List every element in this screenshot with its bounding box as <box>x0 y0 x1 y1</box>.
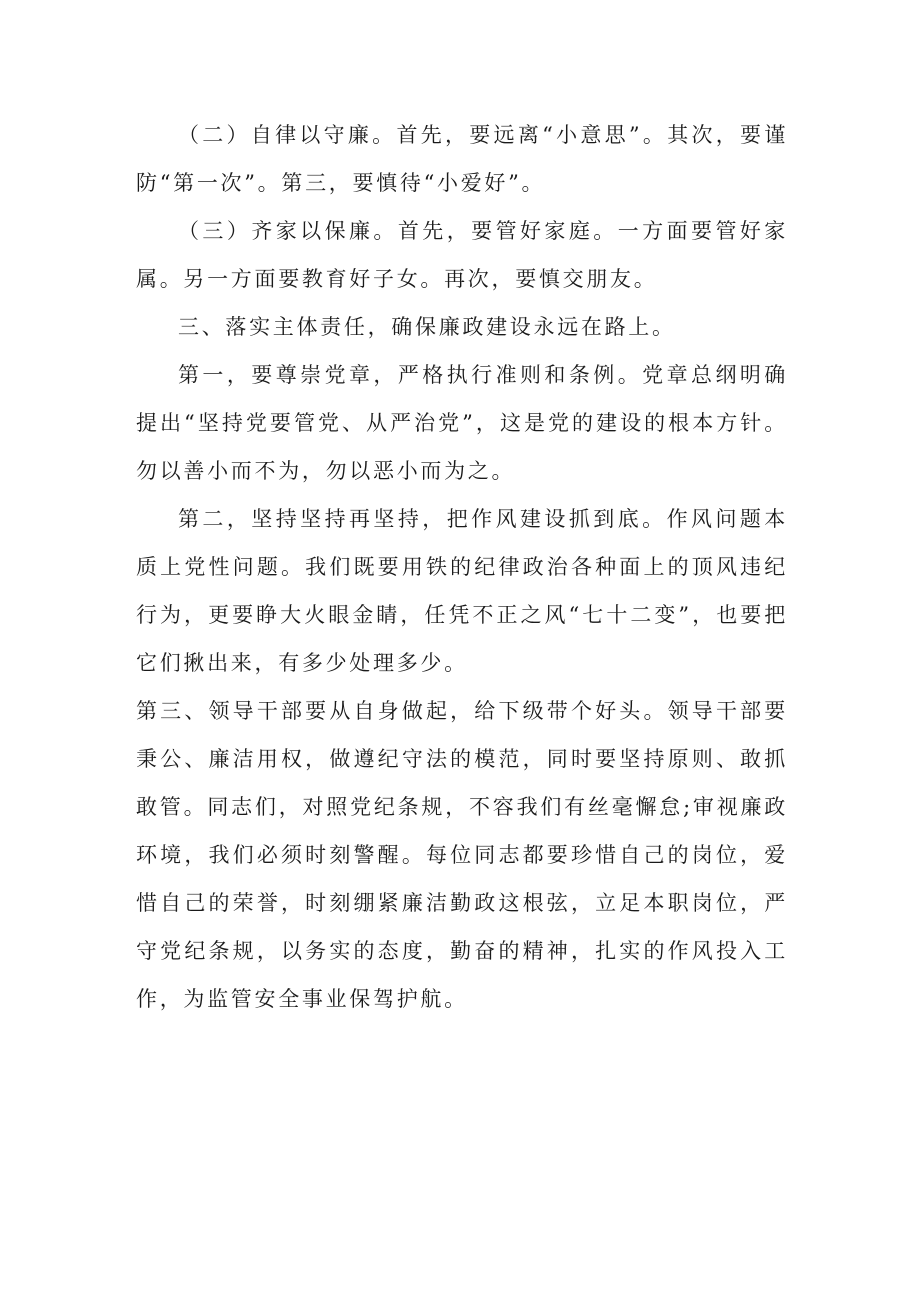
section-heading-responsibility: 三、落实主体责任，确保廉政建设永远在路上。 <box>178 315 676 339</box>
paragraph-first-party-charter: 第一，要尊崇党章，严格执行准则和条例。党章总纲明确提出“坚持党要管党、从严治党”，这是党的建设的根本方针。勿以善小而不为，勿以恶小而为之。 <box>136 363 788 483</box>
paragraph-third-leaders: 第三、领导干部要从自身做起，给下级带个好头。领导干部要秉公、廉洁用权，做遵纪守法的模范，同时要坚持原则、敢抓敢管。同志们，对照党纪条规，不容我们有丝毫懈怠;审视廉政环境，我们必须时刻警醒。每位同志都要珍惜自己的岗位，爱惜自己的荣誉，时刻绷紧廉洁勤政这根弦，立足本职岗位，严守党纪条规，以务实的态度，勤奋的精神，扎实的作风投入工作，为监管安全事业保驾护航。 <box>136 699 788 1011</box>
paragraph-family: （三）齐家以保廉。首先，要管好家庭。一方面要管好家属。另一方面要教育好子女。再次，要慎交朋友。 <box>136 219 788 291</box>
paragraph-self-discipline: （二）自律以守廉。首先，要远离“小意思”。其次，要谨防“第一次”。第三，要慎待“小爱好”。 <box>136 123 788 195</box>
paragraph-second-work-style: 第二，坚持坚持再坚持，把作风建设抓到底。作风问题本质上党性问题。我们既要用铁的纪律政治各种面上的顶风违纪行为，更要睁大火眼金睛，任凭不正之风“七十二变”，也要把它们揪出来，有多少处理多少。 <box>136 507 788 675</box>
